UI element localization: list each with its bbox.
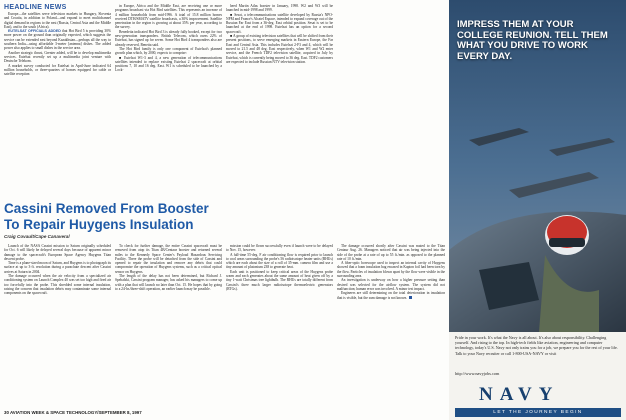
paragraph: heed Martin Atlas booster in January, 1998. W2 and W3 will be launched in mid-1998 and 1999.: [226, 4, 333, 13]
paragraph: [337, 291, 445, 300]
paragraph-text: Engineers are still determining on the total deterioration in insulation that is visible, but the sum damage is not known.: [337, 291, 445, 300]
paragraph: Each unit is positioned to keep critical areas of the Huygens probe warm and each generates about the same amount of heat given off by a tiny 1-watt Christmas tree lightbulb. The RHUs are totally different from Cassini's three much larger radioisotope thermoelectric generators (RTGs).: [226, 269, 333, 291]
navy-tagline: LET THE JOURNEY BEGIN: [455, 408, 621, 417]
article-column-4: [337, 244, 445, 404]
top-column-d: [337, 4, 445, 198]
article-headline: [4, 201, 209, 232]
paragraph: The damage occurred when the air velocity from a specialized air conditioning system on Launch Complex 40 was set too high and fired air too forcefully into the probe. This shredded some internal insulation, raising the concern that insulation debris may contaminate some internal components on the spacecraft.: [4, 274, 111, 296]
paragraph: A market survey conducted for Eutelsat in April-June indicated 64 million households, or three-quarters of homes equipped for cable or satellite reception: [4, 63, 111, 77]
paragraph: The damage occurred shortly after Cassini was mated to the Titan Centaur Aug. 26. Managers noticed that air was being injected into the side of the probe at a rate of up to 55 ft./min. as opposed to the planned rate of 10 ft./min.: [337, 244, 445, 261]
end-mark-icon: [409, 296, 412, 299]
paragraph: To check for further damage, the entire Cassini spacecraft must be removed from atop its Titan 4B/Centaur booster and returned several miles to the Kennedy Space Center's Payload Hazardous Servicing Facility. There the probe will be detached from the side of Cassini and opened to repair the insulation and remove any debris that could compromise the operation of Huygens systems, such as a critical optical sensor on Huygens.: [115, 244, 222, 274]
paragraph: A fiber-optic borescope used to inspect an internal cavity of Huygens showed that a foam insulation bag encased in Kapton foil had been torn by the flow. Particles of insulation blown apart by the flow were visible in the surrounding area.: [337, 261, 445, 279]
section-header: HEADLINE NEWS: [4, 4, 67, 11]
top-column-b: [115, 4, 222, 198]
paragraph: Europe—the satellites serve television markets in Hungary, Slovenia and Croatia, in addition to Poland—and expand to meet multichannel digital demand in regions to the east (Russia, Central Asia and the Middle East), and to the south (Africa).: [4, 12, 111, 29]
ad-body-copy: Pride in your work. It's what the Navy is all about. It's also about responsibility. Challenging yourself. And rising to the top. In high-tech fields like aviation, engineering and computer technology, today's U.S. Navy not only trains you for a job, we prepare you for the rest of your life. Talk to your Navy recruiter or call 1-800-USA-NAVY or visit: [455, 335, 618, 356]
paragraph: ■ Eutelsat W1-3 and 4, a new generation of telecommunications satellites intended to replace existing Eutelsat 2 spacecraft at orbital positions 7, 10 and 16 deg. East. W1 is scheduled to be launched by a Lock-: [115, 55, 222, 73]
paragraph: ■ A group of existing television satellites that will be shifted from their present positions, to serve emerging markets in Eastern Europe, the Far East and Central Asia. This includes Eutelsat 2-F3 and 4, which will be moved to 21.5 and 48 deg. East respectively, when W1 and W2 enter service, and the French TDF2 television satellite, acquired in July by Eutelsat, which is currently being moved to 36 deg. East. TDF2 customers are expected to include Russian NTV television station.: [226, 34, 333, 64]
paragraph-text: that Hot Bird 5 is providing 30% more power on the ground than originally expected, which suggests the service can be extended east beyond Kazakhstan—perhaps all the way to southern India—using affordable 3-meter [antenna] dishes. The added power also applies to small dishes in the service area.: [4, 29, 111, 51]
paragraph: Another strategic thrust, Grenier added, will be to develop multimedia services. Eutelsat recently set up a multimedia joint venture with Deutsche Telekom.: [4, 50, 111, 64]
paragraph: Launch of the NASA Cassini mission to Saturn originally scheduled for Oct. 6 will likely be delayed several days because of apparent minor damage to the spacecraft's European Space Agency Huygens Titan descent probe.: [4, 244, 111, 261]
ad-headline: IMPRESS THEM AT YOUR COLLEGE REUNION. TELL THEM WHAT YOU DRIVE TO WORK EVERY DAY.: [457, 19, 608, 62]
ad-copy-panel: [449, 332, 626, 420]
navy-advertisement[interactable]: [449, 0, 626, 420]
paragraph: Benedetta indicated Hot Bird 3 is already fully booked, except for two new-generation transponders. British Telecom, which owns 22% of Eutelsat, has signed up for seven. Some Hot Bird 4 transponders also are already reserved, Benetta said.: [115, 29, 222, 47]
byline: Craig Covault/Cape Canaveral: [4, 234, 70, 239]
paragraph: A full-time 55-deg. F air conditioning flow is required prior to launch to cool areas surrounding the probe's 56 radioisotope heater units (RHUs) which are each about the size of a roll of 35-mm. camera film and use a tiny amount of plutonium 238 to generate heat.: [226, 252, 333, 270]
article-column-2: [115, 244, 222, 404]
page-footer: 30 AVIATION WEEK & SPACE TECHNOLOGY/SEPTEMBER 8, 1997: [4, 410, 142, 415]
top-column-c: [226, 4, 333, 198]
article-column-3: [226, 244, 333, 404]
navy-logo-text: NAVY: [479, 384, 560, 405]
headline-line-2: To Repair Huygens Insulation: [4, 216, 194, 232]
paragraph: in Europe, Africa and the Middle East, are receiving one or more programs broadcast via Hot Bird satellites. This represents an increase of 4 million households from mid-1996. A total of 15.8 million homes received DTH/SMATV satellite broadcasts, a 30% improvement. Satellite penetration in the region is growing at about 35% per year, according to the survey.: [115, 4, 222, 30]
subhead: EUTELSAT OFFICIALS ADDED: [8, 29, 61, 34]
paragraph: [4, 29, 111, 50]
navy-logo: [479, 384, 619, 408]
paragraph: mission could be flown successfully even if launch were to be delayed to Nov. 15, however.: [226, 244, 333, 253]
top-column-a: [4, 12, 111, 198]
paragraph: Time is a plane-sized moon of Saturn, and Huygens is to photograph its surface at up to 3-ft. resolution during a parachute descent after Cassini arrives at Saturn in 2004.: [4, 261, 111, 274]
ad-url-link[interactable]: http://www.navyjobs.com: [455, 371, 500, 376]
headline-line-1: Cassini Removed From Booster: [4, 201, 209, 216]
paragraph: The length of the delay has not been determined, but Richard J. Spehalski, Cassini program manager, has asked his managers to come up with a plan that will launch no later than Oct. 15. He hopes that by going to a 24-hr./three-shift operation, an earlier launch may be possible.: [115, 274, 222, 291]
paragraph: ■ Sesat, a telecommunications satellite developed by Russia's NPO-NPM and France's Alcatel Espace, intended to expand coverage out of the Russian Far East from a 36-deg. East orbital position. Sesat is set to be launched at the end of 1998. Eutelsat has an option for a second spacecraft.: [226, 12, 333, 34]
article-column-1: [4, 244, 111, 404]
paragraph: The Hot Bird family is only one component of Eutelsat's planned growth plan which, by 2000, expects to comprise:: [115, 46, 222, 56]
paragraph: An investigation is underway on how a higher pressure setting than desired was selected for the airflow system. The system did not malfunction; human error was involved. A minor test impact.: [337, 278, 445, 291]
